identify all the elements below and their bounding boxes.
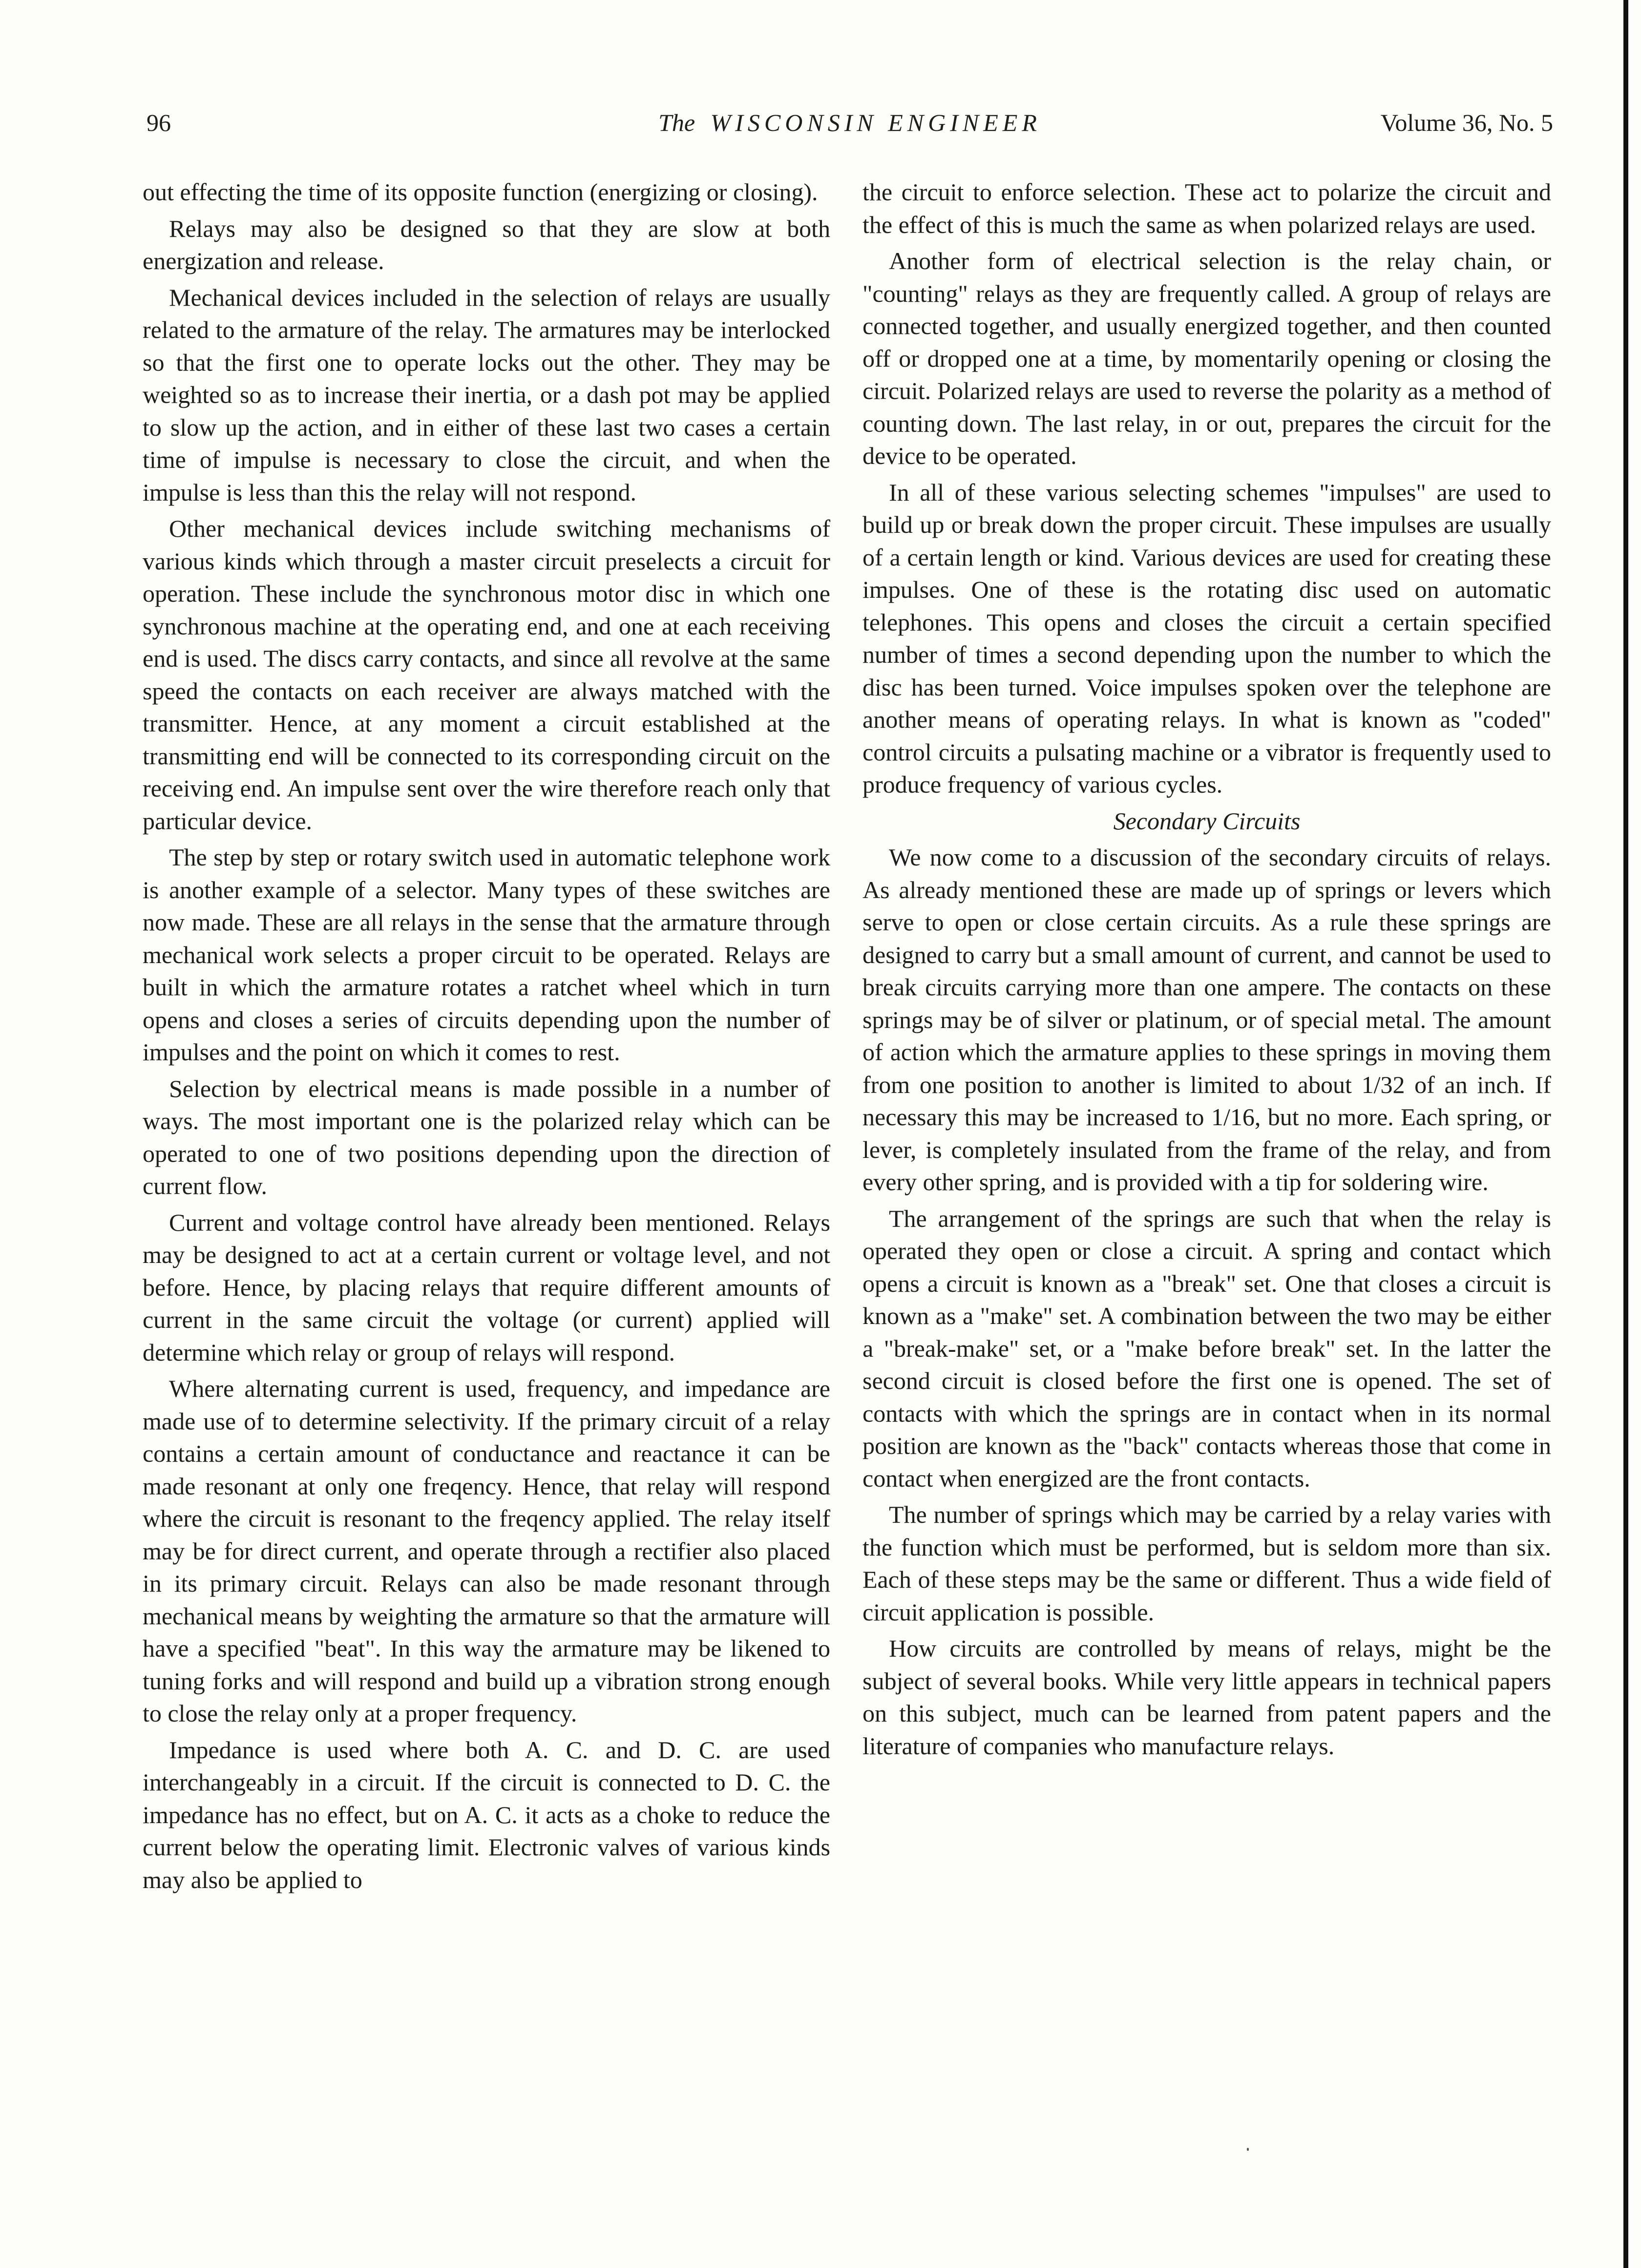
scan-speck <box>1247 2148 1249 2151</box>
journal-title-name: WISCONSIN ENGINEER <box>710 109 1041 136</box>
volume-issue: Volume 36, No. 5 <box>1380 109 1553 136</box>
paragraph: Where alternating current is used, frequency, and impedance are made use of to determine selectivity. If the primary circuit of a relay contains a certain amount of conductance and reactance it can be made resonant at only one freqency. Hence, that relay will respond where the circuit is resonant to the freqency applied. The relay itself may be for direct current, and operate through a rectifier also placed in its primary circuit. Relays can also be made resonant through mechanical means by weighting the armature so that the armature will have a specified "beat". In this way the armature may be likened to tuning forks and will respond and build up a vibration strong enough to close the relay only at a proper frequency. <box>143 1375 830 1727</box>
paragraph: Other mechanical devices include switching mechanisms of various kinds which through a master circuit preselects a circuit for operation. These include the synchronous motor disc in which one synchronous machine at the operating end, and one at each receiving end is used. The discs carry contacts, and since all revolve at the same speed the contacts on each receiver are always matched with the transmitter. Hence, at any moment a circuit established at the transmitting end will be connected to its corresponding circuit on the receiving end. An impulse sent over the wire therefore reach only that particular device. <box>143 515 830 835</box>
paragraph: Another form of electrical selection is the relay chain, or "counting" relays as they are frequently called. A group of relays are connected together, and usually energized together, and then counted off or dropped one at a time, by momentarily opening or closing the circuit. Polarized relays are used to reverse the polarity as a method of counting down. The last relay, in or out, prepares the circuit for the device to be operated. <box>863 247 1551 469</box>
paragraph: The arrangement of the springs are such that when the relay is operated they open or close a circuit. A spring and contact which opens a circuit is known as a "break" set. One that closes a circuit is known as a "make" set. A combination between the two may be either a "break-make" set, or a "make before break" set. In the latter the second circuit is closed before the first one is opened. The set of contacts with which the springs are in contact when in its normal position are known as the "back" contacts whereas those that come in contact when energized are the front contacts. <box>863 1204 1551 1492</box>
paragraph: We now come to a discussion of the secondary circuits of relays. As already mentioned these are made up of springs or levers which serve to open or close certain circuits. As a rule these springs are designed to carry but a small amount of current, and cannot be used to break circuits carrying more than one ampere. The contacts on these springs may be of silver or platinum, or of special metal. The amount of action which the armature applies to these springs in moving them from one position to another is limited to about 1/32 of an inch. If necessary this may be increased to 1/16, but no more. Each spring, or lever, is completely insulated from the frame of the relay, and from every other spring, and is provided with a tip for soldering wire. <box>863 843 1551 1196</box>
paragraph: How circuits are controlled by means of relays, might be the subject of several books. While very little appears in technical papers on this subject, much can be learned from patent papers and the literature of companies who manufacture relays. <box>863 1635 1551 1760</box>
section-heading: Secondary Circuits <box>1113 807 1301 835</box>
paragraph: the circuit to enforce selection. These act to polarize the circuit and the effect of this is much the same as when polarized relays are used. <box>863 178 1551 238</box>
paragraph: The step by step or rotary switch used in automatic telephone work is another example of a selector. Many types of these switches are now made. These are all relays in the sense that the armature through mechanical work selects a proper circuit to be operated. Relays are built in which the armature rotates a ratchet wheel which in turn opens and closes a series of circuits depending upon the number of impulses and the point on which it comes to rest. <box>143 843 830 1066</box>
paragraph: Selection by electrical means is made possible in a number of ways. The most important one is the polarized relay which can be operated to one of two positions depending upon the direction of current flow. <box>143 1074 830 1199</box>
running-header <box>147 108 1553 147</box>
right-column <box>863 176 1551 1766</box>
paragraph: Mechanical devices included in the selection of relays are usually related to the armature of the relay. The armatures may be interlocked so that the first one to operate locks out the other. They may be weighted so as to increase their inertia, or a dash pot may be applied to slow up the action, and in either of these last two cases a certain time of impulse is necessary to close the circuit, and when the impulse is less than this the relay will not respond. <box>143 283 830 506</box>
paragraph: Current and voltage control have already been mentioned. Relays may be designed to act at a certain current or voltage level, and not before. Hence, by placing relays that require different amounts of current in the same circuit the voltage (or current) applied will determine which relay or group of relays will respond. <box>143 1208 830 1366</box>
journal-title <box>147 108 1553 137</box>
scan-edge-rule <box>1623 0 1628 2268</box>
page-number: 96 <box>147 109 171 136</box>
paragraph: The number of springs which may be carried by a relay varies with the function which must be performed, but is seldom more than six. Each of these steps may be the same or different. Thus a wide field of circuit application is possible. <box>863 1501 1551 1626</box>
paragraph: out effecting the time of its opposite function (energizing or closing). <box>143 178 818 206</box>
left-column <box>143 176 830 1900</box>
journal-title-article: The <box>658 109 695 136</box>
paragraph: Relays may also be designed so that they are slow at both energization and release. <box>143 214 830 274</box>
paragraph: In all of these various selecting schemes "impulses" are used to build up or break down the proper circuit. These impulses are usually of a certain length or kind. Various devices are used for creating these impulses. One of these is the rotating disc used on automatic telephones. This opens and closes the circuit a certain specified number of times a second depending upon the number to which the disc has been turned. Voice impulses spoken over the telephone are another means of operating relays. In what is known as "coded" control circuits a pulsating machine or a vibrator is frequently used to produce frequency of various cycles. <box>863 478 1551 798</box>
paragraph: Impedance is used where both A. C. and D. C. are used interchangeably in a circuit. If the circuit is connected to D. C. the impedance has no effect, but on A. C. it acts as a choke to reduce the current below the operating limit. Electronic valves of various kinds may also be applied to <box>143 1736 830 1893</box>
